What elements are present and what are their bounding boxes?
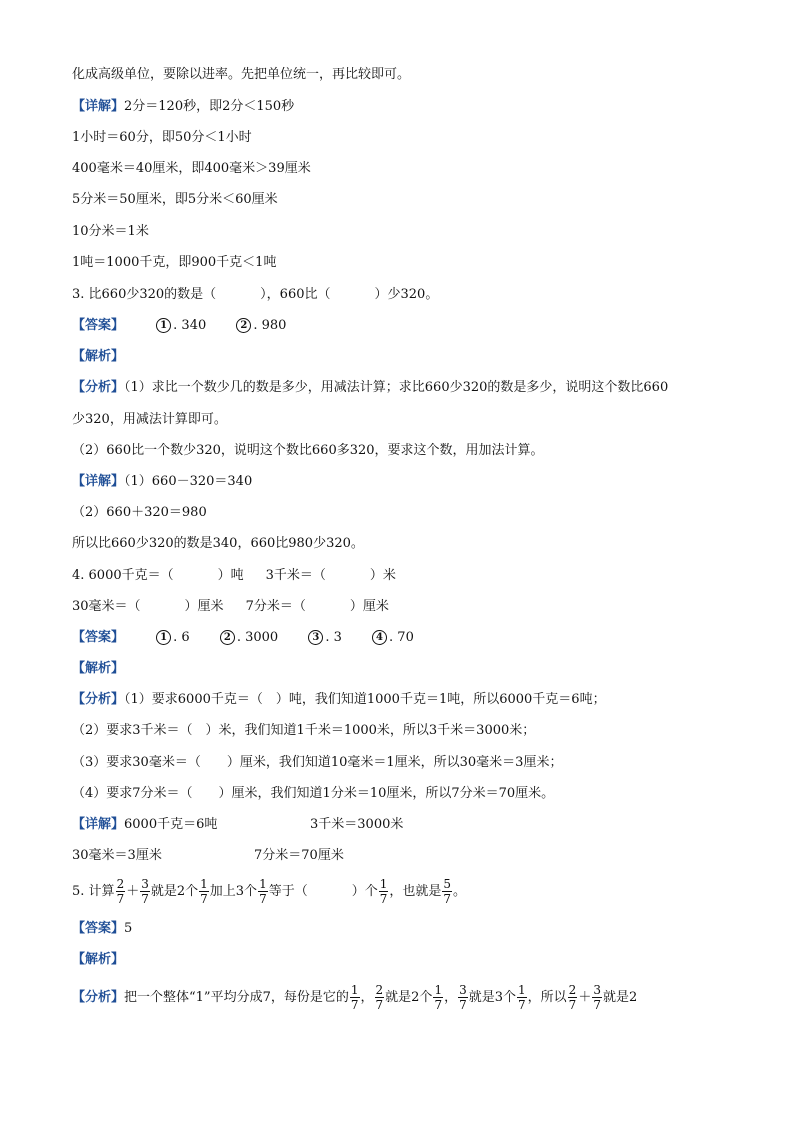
text: 2分＝120秒，即2分＜150秒	[124, 99, 295, 114]
fraction: $\frac{3}{7}$	[459, 983, 467, 1012]
fraction: $\frac{3}{7}$	[141, 877, 149, 906]
text: ）米	[369, 568, 396, 583]
detail-tag: 【详解】	[72, 99, 125, 114]
text-line: 1小时＝60分，即50分＜1小时	[72, 130, 252, 145]
analysis-tag-line	[72, 951, 124, 969]
text: （1）要求6000千克＝（ ）吨，我们知道1000千克＝1吨，所以6000千克＝6吨；	[124, 692, 606, 707]
detail-line	[72, 98, 294, 116]
text: 。	[453, 884, 467, 899]
text: （1）660－320＝340	[124, 474, 253, 489]
answer-value: . 3	[325, 630, 342, 645]
text-line: 化成高级单位，要除以进率。先把单位统一，再比较即可。	[72, 67, 411, 82]
text: ，	[360, 990, 374, 1005]
fraction: $\frac{1}{7}$	[259, 877, 267, 906]
text: 4. 6000千克＝（	[72, 568, 174, 583]
text: 就是2个	[150, 884, 199, 899]
fraction: $\frac{5}{7}$	[443, 877, 452, 906]
text: ，所以	[527, 990, 567, 1005]
fraction: $\frac{1}{7}$	[434, 983, 443, 1012]
answer-item	[308, 630, 342, 645]
fraction: $\frac{2}{7}$	[568, 983, 577, 1012]
question-4-stem	[72, 598, 389, 616]
answer-item	[156, 318, 206, 333]
question-3-stem	[72, 286, 438, 304]
text: 6000千克＝6吨	[124, 817, 218, 832]
text-line: （2）660＋320＝980	[72, 505, 207, 520]
text-line: （4）要求7分米＝（ ）厘米，我们知道1分米＝10厘米，所以7分米＝70厘米。	[72, 786, 555, 801]
text: ）少320。	[374, 287, 439, 302]
text-line: （2）要求3千米＝（ ）米，我们知道1千米＝1000米，所以3千米＝3000米；	[72, 723, 536, 738]
text: ＋	[578, 990, 592, 1005]
circled-number: 1	[156, 630, 171, 645]
text: ，也就是	[389, 884, 442, 899]
circled-number: 1	[156, 318, 171, 333]
text: ，	[444, 990, 458, 1005]
text: 就是3个	[468, 990, 517, 1005]
text-line: 少320，用减法计算即可。	[72, 412, 227, 427]
analysis-tag-line	[72, 348, 124, 366]
question-5-stem	[72, 874, 466, 910]
answer-value: . 3000	[236, 630, 279, 645]
answer-item	[236, 318, 286, 333]
text: 3. 比660少320的数是（	[72, 287, 217, 302]
text-line: 所以比660少320的数是340，660比980少320。	[72, 536, 364, 551]
text-line: 1吨＝1000千克，即900千克＜1吨	[72, 255, 277, 270]
answer-tag: 【答案】	[72, 318, 125, 333]
text-line: 400毫米＝40厘米，即400毫米＞39厘米	[72, 161, 311, 176]
answer-tag: 【答案】	[72, 921, 125, 936]
fenxi-line	[72, 691, 606, 709]
text: 计算	[88, 884, 115, 899]
text: 就是2	[602, 990, 638, 1005]
text: ＋	[126, 884, 140, 899]
text: 7分米＝（	[245, 599, 306, 614]
fraction: $\frac{1}{7}$	[200, 877, 208, 906]
answer-value: 5	[124, 921, 133, 936]
fraction: $\frac{2}{7}$	[116, 877, 125, 906]
answer-value: . 70	[389, 630, 414, 645]
circled-number: 3	[308, 630, 323, 645]
answer-value: . 340	[173, 318, 207, 333]
text: ）个	[351, 884, 378, 899]
fraction: $\frac{1}{7}$	[350, 983, 359, 1012]
text-line: （2）660比一个数少320，说明这个数比660多320，要求这个数，用加法计算。	[72, 443, 544, 458]
fraction: $\frac{1}{7}$	[518, 983, 526, 1012]
answer-value: . 6	[173, 630, 190, 645]
text: 就是2个	[385, 990, 433, 1005]
text: （1）求比一个数少几的数是多少，用减法计算；求比660少320的数是多少，说明这个数比660	[124, 380, 669, 395]
detail-tag: 【详解】	[72, 474, 125, 489]
text: ）厘米	[349, 599, 389, 614]
analysis-tag: 【解析】	[72, 349, 125, 364]
question-number: 5.	[72, 884, 85, 899]
fenxi-line	[72, 379, 668, 397]
answer-item	[156, 630, 190, 645]
fenxi-tag: 【分析】	[72, 380, 125, 395]
answer-item	[372, 630, 414, 645]
question-3-answer	[72, 317, 312, 335]
answer-value: . 980	[253, 318, 287, 333]
fenxi-line	[72, 980, 637, 1016]
text-line: 10分米＝1米	[72, 224, 149, 239]
text-line: 5分米＝50厘米，即5分米＜60厘米	[72, 192, 278, 207]
text: 把一个整体“1”平均分成7，每份是它的	[124, 990, 349, 1005]
text-line: （3）要求30毫米＝（ ）厘米，我们知道10毫米＝1厘米，所以30毫米＝3厘米；	[72, 755, 563, 770]
fraction: $\frac{1}{7}$	[379, 877, 388, 906]
text: 30毫米＝（	[72, 599, 141, 614]
text: ）厘米	[184, 599, 224, 614]
fenxi-tag: 【分析】	[72, 692, 125, 707]
circled-number: 2	[236, 318, 251, 333]
text-line: 30毫米＝3厘米	[72, 848, 162, 863]
detail-line	[72, 816, 217, 834]
question-4-stem	[72, 567, 396, 585]
fraction: $\frac{3}{7}$	[593, 983, 601, 1012]
analysis-tag: 【解析】	[72, 661, 125, 676]
answer-tag: 【答案】	[72, 630, 125, 645]
text: 3千米＝3000米	[310, 817, 404, 832]
analysis-tag-line	[72, 660, 124, 678]
analysis-tag: 【解析】	[72, 952, 125, 967]
answer-item	[220, 630, 278, 645]
fenxi-tag: 【分析】	[72, 990, 125, 1005]
text: 3千米＝（	[265, 568, 326, 583]
question-4-answer	[72, 629, 440, 647]
question-5-answer	[72, 920, 132, 938]
circled-number: 4	[372, 630, 387, 645]
text: 7分米＝70厘米	[254, 848, 344, 863]
detail-tag: 【详解】	[72, 817, 125, 832]
detail-line	[72, 473, 252, 491]
fraction: $\frac{2}{7}$	[375, 983, 384, 1012]
text: ），660比（	[260, 287, 331, 302]
text: ）吨	[217, 568, 244, 583]
circled-number: 2	[220, 630, 235, 645]
text: 等于（	[268, 884, 308, 899]
text: 加上3个	[209, 884, 258, 899]
